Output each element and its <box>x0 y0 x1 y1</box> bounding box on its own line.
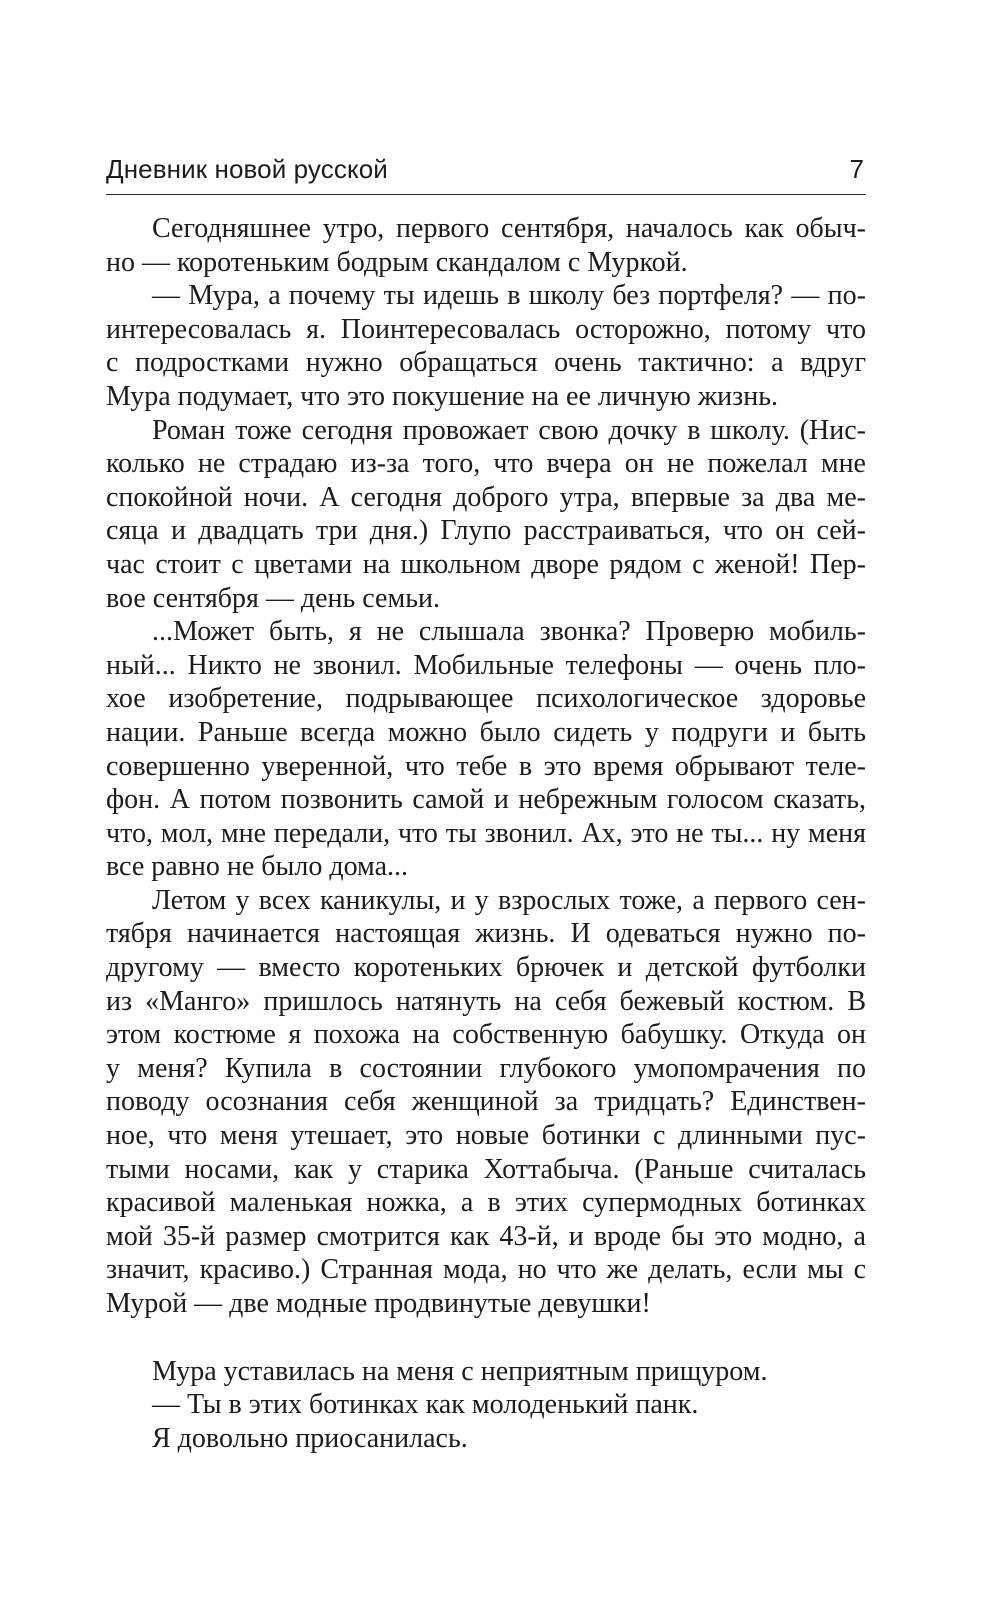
text-line: Летом у всех каникулы, и у взрослых тоже, а первого сен- <box>152 884 866 916</box>
text-line: значит, красиво.) Странная мода, но что же делать, если мы с <box>106 1254 866 1286</box>
text-line: Роман тоже сегодня провожает свою дочку в школу. (Нис- <box>152 414 866 446</box>
text-line: ный... Никто не звонил. Мобильные телефоны — очень пло- <box>106 649 866 681</box>
text-line: все равно не было дома... <box>106 851 408 883</box>
text-line: фон. А потом позвонить самой и небрежным голосом сказать, <box>106 784 866 816</box>
text-line: тыми носами, как у старика Хоттабыча. (Раньше считалась <box>106 1153 866 1185</box>
text-line: поводу осознания себя женщиной за тридцать? Единствен- <box>106 1086 866 1118</box>
text-line: — Мура, а почему ты идешь в школу без портфеля? — по- <box>152 280 866 312</box>
text-line: совершенно уверенной, что тебе в это время обрывают теле- <box>106 750 866 782</box>
text-line: ...Может быть, я не слышала звонка? Проверю мобиль- <box>152 616 866 648</box>
book-title: Дневник новой русской <box>106 154 388 184</box>
text-line: спокойной ночи. А сегодня доброго утра, впервые за два ме- <box>106 481 866 513</box>
text-line: что, мол, мне передали, что ты звонил. Ах, это не ты... ну меня <box>106 817 866 849</box>
text-line: час стоит с цветами на школьном дворе рядом с женой! Пер- <box>106 548 866 580</box>
body-text <box>106 212 866 1455</box>
text-line: Мурой — две модные продвинутые девушки! <box>106 1288 651 1319</box>
text-line: — Ты в этих ботинках как молоденький панк. <box>152 1389 699 1421</box>
text-line: у меня? Купила в состоянии глубокого умопомрачения по <box>106 1052 866 1084</box>
text-line: вое сентября — день семьи. <box>106 582 440 614</box>
main-text-lines <box>106 212 866 1321</box>
text-line: тября начинается настоящая жизнь. И одеваться нужно по- <box>106 918 866 950</box>
text-line: Мура подумает, что это покушение на ее личную жизнь. <box>106 380 778 412</box>
text-line: Сегодняшнее утро, первого сентября, началось как обыч- <box>152 213 866 244</box>
text-line: Мура уставилась на меня с неприятным прищуром. <box>152 1355 768 1387</box>
after-break-text-lines <box>106 1355 866 1456</box>
text-line: хое изобретение, подрывающее психологическое здоровье <box>106 683 866 715</box>
text-line: Я довольно приосанилась. <box>152 1422 468 1454</box>
text-line: но — коротеньким бодрым скандалом с Муркой. <box>106 246 688 278</box>
page-number: 7 <box>849 154 864 184</box>
section-break <box>106 1321 866 1355</box>
text-line: мой 35-й размер смотрится как 43-й, и вроде бы это модно, а <box>106 1220 866 1252</box>
text-line: сяца и двадцать три дня.) Глупо расстраиваться, что он сей- <box>106 515 866 547</box>
text-line: колько не страдаю из-за того, что вчера он не пожелал мне <box>106 448 866 480</box>
text-line: этом костюме я похожа на собственную бабушку. Откуда он <box>106 1019 866 1051</box>
text-line: ное, что меня утешает, это новые ботинки с длинными пус- <box>106 1120 866 1152</box>
text-line: с подростками нужно обращаться очень тактично: а вдруг <box>106 347 866 379</box>
running-head <box>106 150 866 195</box>
text-line: другому — вместо коротеньких брючек и детской футболки <box>106 952 866 984</box>
text-line: красивой маленькая ножка, а в этих супермодных ботинках <box>106 1187 866 1219</box>
text-line: нации. Раньше всегда можно было сидеть у подруги и быть <box>106 716 866 748</box>
text-line: из «Манго» пришлось натянуть на себя бежевый костюм. В <box>106 985 866 1017</box>
text-line: интересовалась я. Поинтересовалась осторожно, потому что <box>106 313 866 345</box>
